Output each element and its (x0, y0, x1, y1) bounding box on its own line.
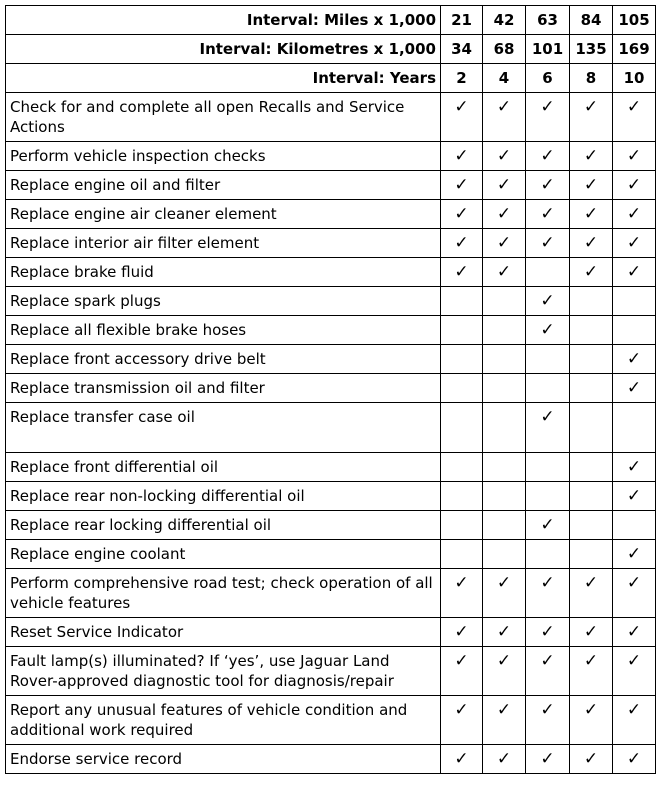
check-icon: ✓ (570, 229, 613, 258)
interval-value: 169 (613, 35, 656, 64)
check-icon: ✓ (613, 200, 656, 229)
empty-cell (441, 374, 483, 403)
check-icon: ✓ (613, 618, 656, 647)
check-icon: ✓ (483, 258, 526, 287)
check-icon: ✓ (613, 345, 656, 374)
task-row (6, 618, 656, 647)
task-label: Replace spark plugs (6, 287, 441, 316)
check-icon: ✓ (570, 647, 613, 696)
check-icon: ✓ (526, 287, 570, 316)
interval-value: 8 (570, 64, 613, 93)
empty-cell (570, 540, 613, 569)
service-schedule-table (5, 5, 656, 774)
check-icon: ✓ (526, 647, 570, 696)
task-label: Perform comprehensive road test; check operation of all vehicle features (6, 569, 441, 618)
check-icon: ✓ (570, 618, 613, 647)
empty-cell (441, 287, 483, 316)
task-row (6, 316, 656, 345)
empty-cell (483, 453, 526, 482)
empty-cell (441, 540, 483, 569)
check-icon: ✓ (483, 696, 526, 745)
interval-value: 68 (483, 35, 526, 64)
interval-value: 21 (441, 6, 483, 35)
interval-value: 105 (613, 6, 656, 35)
task-row (6, 482, 656, 511)
task-label: Replace engine oil and filter (6, 171, 441, 200)
check-icon: ✓ (526, 745, 570, 774)
task-label: Perform vehicle inspection checks (6, 142, 441, 171)
check-icon: ✓ (570, 696, 613, 745)
check-icon: ✓ (613, 453, 656, 482)
interval-value: 6 (526, 64, 570, 93)
empty-cell (526, 453, 570, 482)
check-icon: ✓ (483, 618, 526, 647)
task-label: Replace brake fluid (6, 258, 441, 287)
empty-cell (483, 287, 526, 316)
empty-cell (570, 453, 613, 482)
check-icon: ✓ (526, 618, 570, 647)
task-row (6, 93, 656, 142)
empty-cell (526, 540, 570, 569)
check-icon: ✓ (613, 696, 656, 745)
task-row (6, 696, 656, 745)
interval-value: 63 (526, 6, 570, 35)
check-icon: ✓ (570, 200, 613, 229)
task-row (6, 200, 656, 229)
task-row (6, 258, 656, 287)
check-icon: ✓ (613, 258, 656, 287)
empty-cell (483, 316, 526, 345)
task-label: Check for and complete all open Recalls and Service Actions (6, 93, 441, 142)
check-icon: ✓ (526, 511, 570, 540)
empty-cell (526, 482, 570, 511)
check-icon: ✓ (613, 745, 656, 774)
check-icon: ✓ (483, 171, 526, 200)
task-row (6, 287, 656, 316)
task-label: Replace all flexible brake hoses (6, 316, 441, 345)
interval-header-row (6, 64, 656, 93)
check-icon: ✓ (613, 647, 656, 696)
check-icon: ✓ (613, 142, 656, 171)
check-icon: ✓ (613, 171, 656, 200)
empty-cell (570, 511, 613, 540)
empty-cell (483, 374, 526, 403)
check-icon: ✓ (570, 142, 613, 171)
empty-cell (483, 540, 526, 569)
task-label: Fault lamp(s) illuminated? If ‘yes’, use Jaguar Land Rover-approved diagnostic tool for diagnosis/repair (6, 647, 441, 696)
empty-cell (570, 316, 613, 345)
empty-cell (570, 287, 613, 316)
check-icon: ✓ (441, 171, 483, 200)
task-row (6, 511, 656, 540)
check-icon: ✓ (483, 200, 526, 229)
check-icon: ✓ (441, 93, 483, 142)
task-label: Replace rear non-locking differential oil (6, 482, 441, 511)
check-icon: ✓ (483, 745, 526, 774)
schedule-body (6, 6, 656, 774)
check-icon: ✓ (441, 618, 483, 647)
empty-cell (441, 453, 483, 482)
task-label: Replace engine air cleaner element (6, 200, 441, 229)
task-row (6, 647, 656, 696)
interval-value: 34 (441, 35, 483, 64)
check-icon: ✓ (483, 647, 526, 696)
check-icon: ✓ (441, 142, 483, 171)
empty-cell (613, 403, 656, 453)
task-row (6, 171, 656, 200)
task-row (6, 453, 656, 482)
task-label: Reset Service Indicator (6, 618, 441, 647)
task-label: Replace interior air filter element (6, 229, 441, 258)
check-icon: ✓ (441, 745, 483, 774)
check-icon: ✓ (526, 93, 570, 142)
interval-value: 101 (526, 35, 570, 64)
check-icon: ✓ (483, 142, 526, 171)
empty-cell (441, 511, 483, 540)
check-icon: ✓ (613, 482, 656, 511)
interval-value: 2 (441, 64, 483, 93)
interval-header-row (6, 6, 656, 35)
check-icon: ✓ (526, 696, 570, 745)
task-label: Report any unusual features of vehicle condition and additional work required (6, 696, 441, 745)
empty-cell (570, 403, 613, 453)
empty-cell (483, 511, 526, 540)
check-icon: ✓ (483, 93, 526, 142)
check-icon: ✓ (570, 93, 613, 142)
task-label: Replace rear locking differential oil (6, 511, 441, 540)
check-icon: ✓ (441, 696, 483, 745)
task-row (6, 745, 656, 774)
interval-label: Interval: Miles x 1,000 (6, 6, 441, 35)
interval-value: 4 (483, 64, 526, 93)
task-row (6, 229, 656, 258)
task-label: Replace transfer case oil (6, 403, 441, 453)
empty-cell (483, 482, 526, 511)
task-row (6, 345, 656, 374)
interval-value: 10 (613, 64, 656, 93)
interval-value: 84 (570, 6, 613, 35)
check-icon: ✓ (483, 569, 526, 618)
interval-label: Interval: Years (6, 64, 441, 93)
empty-cell (526, 374, 570, 403)
check-icon: ✓ (613, 93, 656, 142)
check-icon: ✓ (613, 540, 656, 569)
check-icon: ✓ (613, 374, 656, 403)
task-label: Replace front accessory drive belt (6, 345, 441, 374)
empty-cell (526, 258, 570, 287)
task-row (6, 569, 656, 618)
task-row (6, 374, 656, 403)
check-icon: ✓ (526, 229, 570, 258)
interval-value: 135 (570, 35, 613, 64)
empty-cell (441, 316, 483, 345)
check-icon: ✓ (570, 171, 613, 200)
empty-cell (441, 482, 483, 511)
check-icon: ✓ (526, 142, 570, 171)
interval-header-row (6, 35, 656, 64)
empty-cell (613, 511, 656, 540)
task-row (6, 142, 656, 171)
task-label: Replace front differential oil (6, 453, 441, 482)
check-icon: ✓ (441, 229, 483, 258)
check-icon: ✓ (526, 569, 570, 618)
empty-cell (613, 316, 656, 345)
check-icon: ✓ (613, 229, 656, 258)
task-label: Replace transmission oil and filter (6, 374, 441, 403)
task-label: Replace engine coolant (6, 540, 441, 569)
empty-cell (483, 345, 526, 374)
empty-cell (441, 345, 483, 374)
task-row (6, 403, 656, 453)
check-icon: ✓ (570, 745, 613, 774)
check-icon: ✓ (526, 171, 570, 200)
check-icon: ✓ (526, 316, 570, 345)
empty-cell (526, 345, 570, 374)
empty-cell (613, 287, 656, 316)
empty-cell (483, 403, 526, 453)
check-icon: ✓ (526, 403, 570, 453)
check-icon: ✓ (441, 200, 483, 229)
check-icon: ✓ (570, 258, 613, 287)
check-icon: ✓ (441, 258, 483, 287)
check-icon: ✓ (441, 569, 483, 618)
check-icon: ✓ (570, 569, 613, 618)
check-icon: ✓ (483, 229, 526, 258)
check-icon: ✓ (526, 200, 570, 229)
check-icon: ✓ (441, 647, 483, 696)
empty-cell (570, 374, 613, 403)
task-row (6, 540, 656, 569)
task-label: Endorse service record (6, 745, 441, 774)
empty-cell (570, 345, 613, 374)
empty-cell (441, 403, 483, 453)
interval-value: 42 (483, 6, 526, 35)
empty-cell (570, 482, 613, 511)
check-icon: ✓ (613, 569, 656, 618)
interval-label: Interval: Kilometres x 1,000 (6, 35, 441, 64)
